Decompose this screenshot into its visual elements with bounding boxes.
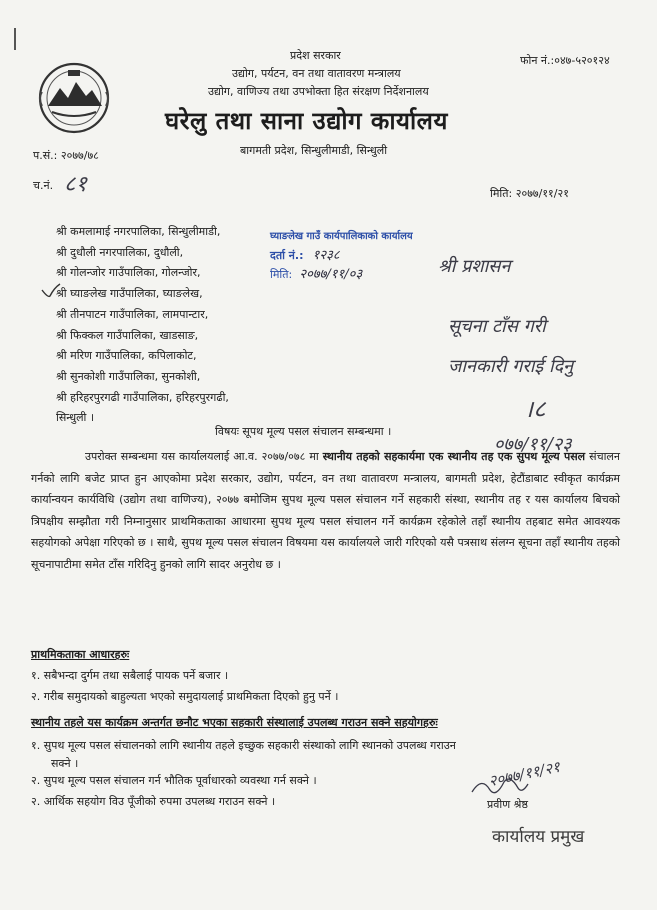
support-item: २. आर्थिक सहयोग विउ पूँजीको रुपमा उपलब्ध गराउन सक्ने । (31, 795, 276, 808)
recipient-item: सिन्धुली । (56, 411, 95, 425)
signature-icon (470, 772, 530, 800)
recipient-item: श्री तीनपाटन गाउँपालिका, लामपान्टार, (56, 307, 209, 321)
signatory-name: प्रवीण श्रेष्ठ (487, 798, 528, 811)
stamp-darta-number: १२३८ (312, 248, 340, 263)
dispatch-label: च.नं. (33, 179, 54, 192)
office-name: घरेलु तथा साना उद्योग कार्यालय (165, 107, 448, 135)
body-bold: स्थानीय तहको सहकार्यमा एक स्थानीय तह एक सुपथ मूल्य पसल (322, 450, 586, 463)
handwritten-note-line4: ।८ (524, 395, 546, 423)
reference-number: प.सं.: २०७७/७८ (33, 149, 99, 162)
recipient-item: श्री कमलामाई नगरपालिका, सिन्धुलीमाडी, (56, 225, 221, 238)
handwritten-note-line1: श्री प्रशासन (438, 256, 511, 277)
letter-body (31, 446, 620, 575)
recipient-item: श्री गोलन्जोर गाउँपालिका, गोलन्जोर, (56, 266, 201, 280)
stamp-date-value: २०७७/११/०३ (299, 267, 363, 282)
registration-stamp (270, 228, 428, 282)
handwritten-note-date: ०७७/११/२३ (494, 434, 572, 455)
support-heading: स्थानीय तहले यस कार्यक्रम अन्तर्गत छनौट भएका सहकारी संस्थालाई उपलब्ध गराउन सक्ने सहयोगहरुः (31, 716, 438, 729)
dispatch-number: ८१ (64, 172, 87, 197)
priority-item: १. सबैभन्दा दुर्गम तथा सबैलाई पायक पर्ने बजार । (31, 669, 229, 682)
stamp-date-label: मिति: (270, 268, 293, 281)
header-line2: उद्योग, पर्यटन, वन तथा वातावरण मन्त्रालय (232, 67, 401, 80)
letter-subject: विषयः सूपथ मूल्य पसल संचालन सम्बन्धमा । (215, 425, 392, 438)
handwritten-signature-date: २०७७/११/२१ (486, 757, 562, 791)
recipient-item: श्री घ्याङलेख गाउँपालिका, घ्याङलेख, (56, 287, 203, 301)
support-item: १. सुपथ मूल्य पसल संचालनको लागि स्थानीय तहले इच्छुक सहकारी संस्थाको लागि स्थानको उपलब्ध गराउन (31, 739, 456, 752)
stamp-title: घ्याङलेख गाउँ कार्यपालिकाको कार्यालय (270, 231, 413, 242)
margin-mark (14, 28, 16, 50)
body-rest: संचालन गर्नको लागि बजेट प्राप्त हुन आएकोमा प्रदेश सरकार, उद्योग, पर्यटन, वन तथा वातावरण मन्त्रालय, बागमती प्रदेश, हेटौंडाबाट स्वीकृत कार्यक्रम कार्यान्वयन कार्यविधि (उद्योग तथा वाणिज्य), २०७७ बमोजिम सुपथ मूल्य पसल संचालन गर्ने सहकारी संस्था, स्थानीय तह र यस कार्यालय बिचको त्रिपक्षीय सम्झौता गरी निम्नानुसार प्राथमिकताका आधारमा सुपथ मूल्य पसल संचालन गर्ने कार्यक्रम रहेकोले तहाँ स्थानीय तहबाट समेत आवश्यक सहयोगको अपेक्षा गरिएको छ । साथै, सुपथ मूल्य पसल संचालन विषयमा यस कार्यालयले जारी गरिएको यसै पत्रसाथ संलग्न सूचना तहाँ स्थानीय तहको सूचनापाटीमा समेत टाँस गरिदिनु हुनको लागि सादर अनुरोध छ । (31, 450, 620, 571)
signatory-title: कार्यालय प्रमुख (492, 827, 585, 847)
check-mark-icon (40, 282, 62, 300)
body-start: उपरोक्त सम्बन्धमा यस कार्यालयलाई आ.व. २०७७/०७८ मा (85, 450, 323, 463)
recipient-item: श्री हरिहरपुरगढी गाउँपालिका, हरिहरपुरगढी, (56, 390, 229, 404)
support-item-continued: सक्ने । (51, 757, 79, 770)
nepal-emblem-icon (30, 62, 118, 134)
header-line1: प्रदेश सरकार (290, 49, 341, 62)
letter-date: मिति: २०७७/११/२१ (490, 187, 569, 200)
recipient-item: श्री फिक्कल गाउँपालिका, खाडसाङ, (56, 328, 199, 342)
support-item: २. सुपथ मूल्य पसल संचालन गर्न भौतिक पूर्वाधारको व्यवस्था गर्न सक्ने । (31, 774, 317, 787)
recipient-item: श्री दुधौली नगरपालिका, दुधौली, (56, 245, 184, 259)
recipient-item: श्री सुनकोशी गाउँपालिका, सुनकोशी, (56, 369, 201, 383)
office-address: बागमती प्रदेश, सिन्धुलीमाडी, सिन्धुली (240, 144, 388, 157)
phone-number: फोन नं.:०४७-५२०१२४ (520, 54, 610, 67)
priority-item: २. गरीब समुदायको बाहुल्यता भएको समुदायलाई प्राथमिकता दिएको हुनु पर्ने । (31, 690, 339, 703)
recipient-list (56, 222, 229, 429)
handwritten-note-line2: सूचना टाँस गरी (448, 316, 546, 337)
stamp-darta-label: दर्ता नं.: (270, 249, 304, 262)
recipient-item: श्री मरिण गाउँपालिका, कपिलाकोट, (56, 349, 197, 363)
handwritten-note-line3: जानकारी गराई दिनु (448, 356, 574, 377)
header-line3: उद्योग, वाणिज्य तथा उपभोक्ता हित संरक्षण निर्देशनालय (208, 85, 429, 98)
priority-heading: प्राथमिकताका आधारहरुः (31, 648, 130, 661)
